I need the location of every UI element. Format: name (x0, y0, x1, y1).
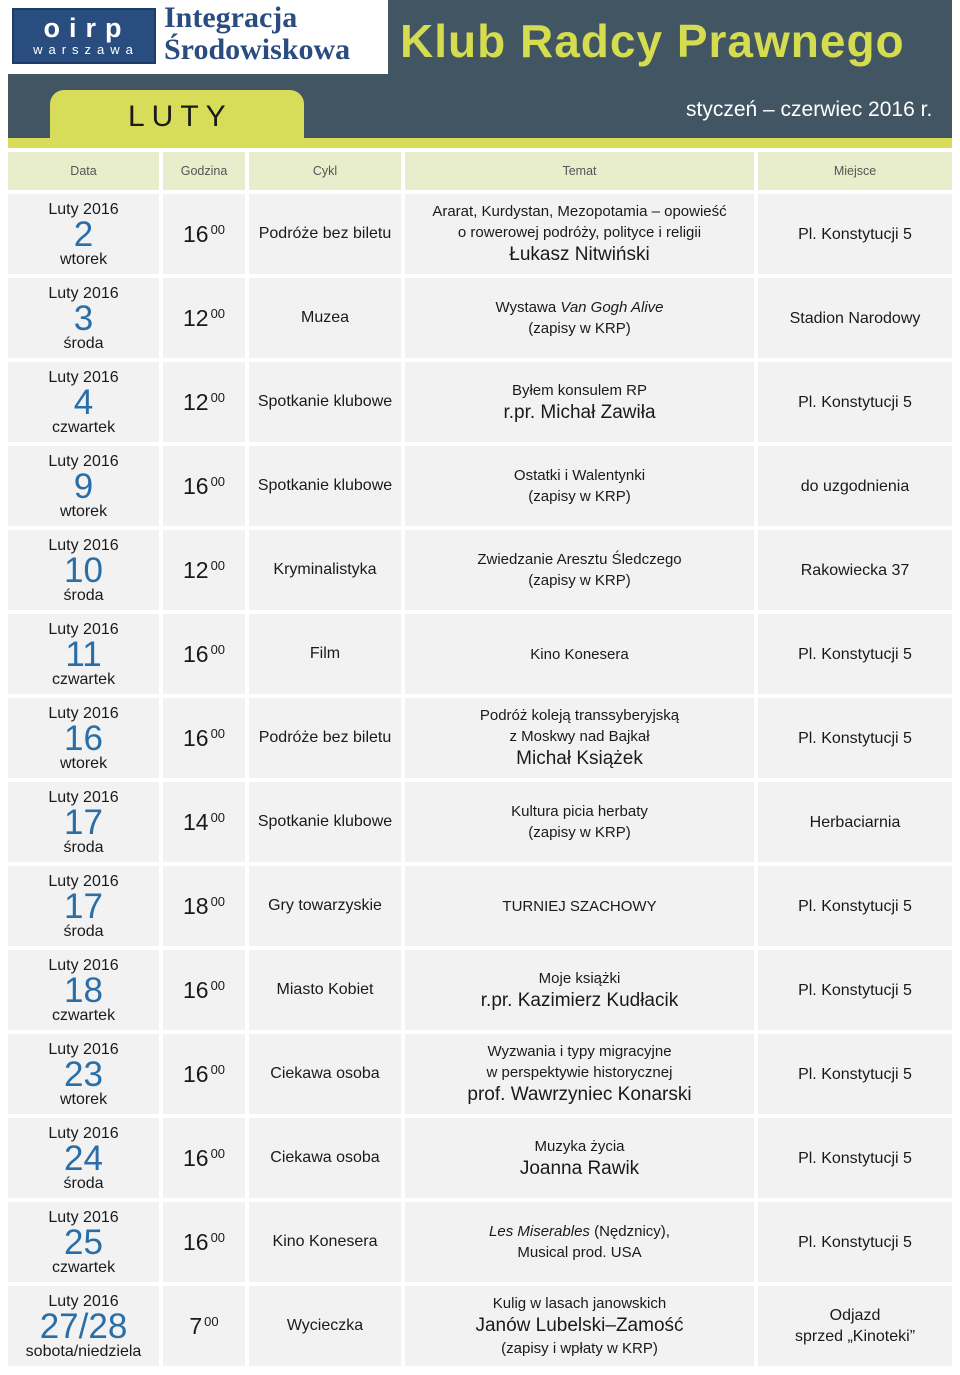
date-weekday: sobota/niedziela (25, 1342, 142, 1360)
logo-bottom-text: warszawa (33, 42, 139, 57)
time-minutes: 00 (210, 893, 226, 909)
time-hour: 7 (189, 1312, 203, 1339)
topic-line-1 (477, 549, 681, 570)
place-line-1: Rakowiecka 37 (800, 561, 910, 579)
time-hour: 16 (182, 976, 209, 1003)
time-minutes: 00 (210, 221, 226, 237)
brand-line-2: Środowiskowa (164, 33, 351, 66)
date-weekday: wtorek (59, 1090, 108, 1108)
cell-date (8, 782, 159, 862)
cell-topic (405, 1286, 754, 1366)
topic-line-1 (530, 644, 628, 665)
table-row (8, 1202, 952, 1282)
table-row (8, 278, 952, 358)
time-minutes: 00 (210, 1145, 226, 1161)
date-weekday: czwartek (51, 1258, 116, 1276)
cell-time (163, 698, 245, 778)
cell-date (8, 1118, 159, 1198)
cell-cycle (249, 446, 401, 526)
cycle-name: Kryminalistyka (273, 561, 377, 578)
cell-topic (405, 362, 754, 442)
page-title: Klub Radcy Prawnego (400, 15, 905, 67)
date-day: 4 (73, 382, 94, 422)
place-line-1: Pl. Konstytucji 5 (798, 1233, 912, 1251)
time-minutes: 00 (210, 809, 226, 825)
topic-line-1 (493, 1293, 666, 1314)
cell-cycle (249, 614, 401, 694)
table-row (8, 698, 952, 778)
topic-line-1 (534, 1136, 624, 1157)
cell-place (758, 278, 952, 358)
cycle-name: Miasto Kobiet (276, 981, 374, 998)
time-minutes: 00 (210, 305, 226, 321)
cell-topic (405, 278, 754, 358)
cell-place (758, 698, 952, 778)
cell-place (758, 530, 952, 610)
place-line-1: Pl. Konstytucji 5 (798, 225, 912, 243)
place-line-2: sprzed „Kinoteki” (794, 1328, 916, 1345)
topic-speaker: prof. Wawrzyniec Konarski (467, 1084, 692, 1105)
place-line-1: Herbaciarnia (809, 813, 901, 831)
topic-text: Ararat, Kurdystan, Mezopotamia – opowieść (432, 203, 727, 220)
cell-place (758, 950, 952, 1030)
cell-time (163, 782, 245, 862)
table-row (8, 530, 952, 610)
cell-topic (405, 530, 754, 610)
cell-cycle (249, 1286, 401, 1366)
cell-cycle (249, 194, 401, 274)
time-minutes: 00 (210, 725, 226, 741)
date-weekday: czwartek (51, 670, 116, 688)
cell-cycle (249, 950, 401, 1030)
topic-title: Les Miserables (489, 1223, 590, 1240)
time-minutes: 00 (204, 1313, 219, 1329)
time-minutes: 00 (210, 389, 226, 405)
topic-line-2: (zapisy w KRP) (528, 572, 631, 589)
cell-cycle (249, 278, 401, 358)
cell-date (8, 1286, 159, 1366)
date-weekday: środa (63, 838, 104, 856)
time-hour: 16 (182, 724, 209, 751)
cell-date (8, 614, 159, 694)
cell-place (758, 782, 952, 862)
date-month: Luty 2016 (48, 704, 119, 722)
date-day: 16 (64, 718, 103, 758)
table-row (8, 950, 952, 1030)
cell-time (163, 446, 245, 526)
topic-line-1 (512, 380, 647, 401)
time-hour: 16 (182, 472, 209, 499)
time-hour: 12 (182, 556, 209, 583)
topic-speaker: r.pr. Michał Zawiła (503, 401, 656, 423)
cell-place (758, 614, 952, 694)
date-month: Luty 2016 (48, 872, 119, 890)
date-month: Luty 2016 (48, 620, 119, 638)
topic-line-1 (487, 1041, 671, 1062)
date-weekday: czwartek (51, 1006, 116, 1024)
cycle-name: Podróże bez biletu (258, 225, 392, 242)
header (0, 0, 960, 148)
oirp-logo (12, 8, 156, 64)
table-row (8, 614, 952, 694)
topic-line-2: z Moskwy nad Bajkał (509, 728, 650, 745)
time-minutes: 00 (210, 977, 226, 993)
cell-place (758, 866, 952, 946)
date-weekday: środa (63, 922, 104, 940)
time-hour: 16 (182, 1228, 209, 1255)
topic-text: Kultura picia herbaty (511, 803, 648, 820)
cycle-name: Ciekawa osoba (270, 1065, 380, 1082)
time-minutes: 00 (210, 1061, 226, 1077)
date-day: 18 (64, 970, 103, 1010)
cell-time (163, 1202, 245, 1282)
topic-line-1 (539, 968, 621, 989)
time-minutes: 00 (210, 473, 226, 489)
topic-line-1 (514, 465, 645, 486)
cell-topic (405, 614, 754, 694)
cell-time (163, 278, 245, 358)
cell-time (163, 1118, 245, 1198)
date-month: Luty 2016 (48, 1040, 119, 1058)
date-month: Luty 2016 (48, 956, 119, 974)
cell-topic (405, 1202, 754, 1282)
time-minutes: 00 (210, 1229, 226, 1245)
cell-time (163, 614, 245, 694)
cell-topic (405, 866, 754, 946)
topic-line-2: (zapisy w KRP) (528, 824, 631, 841)
cell-date (8, 362, 159, 442)
cell-date (8, 698, 159, 778)
topic-text: TURNIEJ SZACHOWY (502, 897, 657, 915)
cycle-name: Spotkanie klubowe (257, 813, 393, 830)
header-accent-bar (8, 138, 952, 148)
topic-text: Podróż koleją transsyberyjską (479, 707, 680, 724)
topic-text: Wyzwania i typy migracyjne (487, 1043, 672, 1060)
topic-text: Muzyka życia (534, 1137, 625, 1155)
time-hour: 12 (182, 388, 209, 415)
date-day: 3 (73, 298, 94, 338)
brand-name (164, 2, 350, 66)
cell-time (163, 950, 245, 1030)
topic-suffix: (Nędznicy), (589, 1223, 670, 1240)
cell-topic (405, 194, 754, 274)
topic-text: Ostatki i Walentynki (513, 467, 646, 484)
cycle-name: Podróże bez biletu (258, 729, 392, 746)
date-day: 9 (73, 466, 94, 506)
month-label: LUTY (128, 100, 233, 133)
topic-text: Kino Konesera (530, 645, 629, 663)
topic-line-2: (zapisy w KRP) (528, 488, 631, 505)
topic-text: Wystawa (495, 299, 561, 316)
cell-date (8, 194, 159, 274)
date-weekday: środa (63, 586, 104, 604)
cell-topic (405, 950, 754, 1030)
topic-line-1 (495, 297, 663, 318)
cell-date (8, 950, 159, 1030)
topic-line-2: o rowerowej podróży, polityce i religii (457, 224, 702, 241)
table-row (8, 194, 952, 274)
topic-line-2: (zapisy w KRP) (528, 320, 631, 337)
topic-text: Moje książki (538, 969, 621, 987)
brand-line-1: Integracja (164, 1, 298, 34)
table-row (8, 1286, 952, 1366)
table-row (8, 362, 952, 442)
place-line-1: Pl. Konstytucji 5 (798, 981, 912, 999)
date-month: Luty 2016 (48, 452, 119, 470)
date-day: 10 (64, 550, 103, 590)
topic-line-1 (480, 705, 679, 726)
time-hour: 18 (182, 892, 209, 919)
place-line-1: Stadion Narodowy (789, 309, 921, 327)
date-day: 23 (64, 1054, 103, 1094)
cell-cycle (249, 1202, 401, 1282)
date-weekday: czwartek (51, 418, 116, 436)
time-minutes: 00 (210, 641, 226, 657)
cycle-name: Ciekawa osoba (270, 1149, 380, 1166)
place-line-1: Pl. Konstytucji 5 (798, 897, 912, 915)
time-hour: 12 (182, 304, 209, 331)
date-day: 25 (64, 1222, 103, 1262)
time-hour: 14 (182, 808, 209, 835)
cell-time (163, 1286, 245, 1366)
cycle-name: Spotkanie klubowe (257, 393, 393, 410)
column-header-time: Godzina (163, 152, 245, 190)
place-line-1: Pl. Konstytucji 5 (798, 1149, 912, 1167)
table-row (8, 1034, 952, 1114)
cycle-name: Gry towarzyskie (268, 897, 382, 914)
date-day: 27/28 (39, 1306, 128, 1346)
topic-speaker: Łukasz Nitwiński (509, 244, 650, 265)
cycle-name: Spotkanie klubowe (257, 477, 393, 494)
topic-line-1 (432, 201, 726, 222)
cell-date (8, 446, 159, 526)
date-day: 17 (64, 886, 103, 926)
cell-cycle (249, 362, 401, 442)
cell-topic (405, 1034, 754, 1114)
date-day: 11 (65, 634, 102, 674)
logo-top-text: oirp (43, 13, 131, 43)
cell-place (758, 362, 952, 442)
date-month: Luty 2016 (48, 536, 119, 554)
date-weekday: środa (63, 1174, 104, 1192)
date-month: Luty 2016 (48, 788, 119, 806)
column-header-cycle: Cykl (249, 152, 401, 190)
topic-line-2: Musical prod. USA (517, 1244, 642, 1261)
date-month: Luty 2016 (48, 1124, 119, 1142)
column-header-topic: Temat (405, 152, 754, 190)
topic-speaker: r.pr. Kazimierz Kudłacik (480, 989, 679, 1011)
place-line-1: Odjazd (829, 1307, 881, 1324)
topic-line-2: w perspektywie historycznej (486, 1064, 673, 1081)
cell-topic (405, 698, 754, 778)
cycle-name: Wycieczka (286, 1317, 364, 1334)
time-hour: 16 (182, 1060, 209, 1087)
topic-line-1 (489, 1221, 670, 1242)
table-row (8, 1118, 952, 1198)
date-weekday: środa (63, 334, 104, 352)
date-day: 17 (64, 802, 103, 842)
date-day: 24 (64, 1138, 103, 1178)
cell-date (8, 530, 159, 610)
date-month: Luty 2016 (48, 284, 119, 302)
cycle-name: Film (309, 645, 341, 662)
date-weekday: wtorek (59, 754, 108, 772)
topic-speaker: Michał Książek (516, 748, 643, 769)
cell-place (758, 1286, 952, 1366)
cell-place (758, 1118, 952, 1198)
column-header-place: Miejsce (758, 152, 952, 190)
cell-topic (405, 1118, 754, 1198)
topic-title: Van Gogh Alive (560, 299, 664, 316)
cell-topic (405, 446, 754, 526)
time-hour: 16 (182, 640, 209, 667)
topic-text: Byłem konsulem RP (511, 381, 648, 399)
topic-line-1 (511, 801, 648, 822)
cell-cycle (249, 530, 401, 610)
date-month: Luty 2016 (48, 368, 119, 386)
cell-place (758, 1034, 952, 1114)
cycle-name: Kino Konesera (272, 1233, 378, 1250)
cell-time (163, 530, 245, 610)
place-line-1: do uzgodnienia (800, 477, 910, 495)
cell-cycle (249, 1118, 401, 1198)
date-month: Luty 2016 (48, 1208, 119, 1226)
cell-cycle (249, 1034, 401, 1114)
place-line-1: Pl. Konstytucji 5 (798, 729, 912, 747)
topic-text: Zwiedzanie Aresztu Śledczego (477, 551, 682, 568)
topic-line-1 (502, 896, 656, 917)
table-row (8, 446, 952, 526)
period-label: styczeń – czerwiec 2016 r. (686, 98, 933, 121)
date-weekday: wtorek (59, 502, 108, 520)
cell-date (8, 866, 159, 946)
topic-speaker: Joanna Rawik (519, 1157, 640, 1179)
cell-place (758, 194, 952, 274)
time-hour: 16 (182, 220, 209, 247)
time-hour: 16 (182, 1144, 209, 1171)
cell-date (8, 1202, 159, 1282)
place-line-1: Pl. Konstytucji 5 (798, 1065, 912, 1083)
date-day: 2 (73, 214, 94, 254)
cell-date (8, 1034, 159, 1114)
place-line-1: Pl. Konstytucji 5 (798, 645, 912, 663)
cell-topic (405, 782, 754, 862)
date-month: Luty 2016 (48, 200, 119, 218)
cell-place (758, 446, 952, 526)
cell-time (163, 362, 245, 442)
topic-speaker: Janów Lubelski–Zamość (475, 1315, 684, 1336)
date-weekday: wtorek (59, 250, 108, 268)
cell-time (163, 866, 245, 946)
cell-time (163, 1034, 245, 1114)
time-minutes: 00 (210, 557, 226, 573)
date-month: Luty 2016 (48, 1292, 119, 1310)
table-row (8, 782, 952, 862)
place-line-1: Pl. Konstytucji 5 (798, 393, 912, 411)
cycle-name: Muzea (300, 309, 350, 326)
cell-cycle (249, 698, 401, 778)
topic-text: Kulig w lasach janowskich (492, 1295, 667, 1312)
cell-cycle (249, 866, 401, 946)
column-header-date: Data (8, 152, 159, 190)
table-row (8, 866, 952, 946)
table-header (8, 152, 952, 190)
cell-place (758, 1202, 952, 1282)
cell-time (163, 194, 245, 274)
topic-note: (zapisy i wpłaty w KRP) (501, 1340, 658, 1357)
cell-date (8, 278, 159, 358)
cell-cycle (249, 782, 401, 862)
